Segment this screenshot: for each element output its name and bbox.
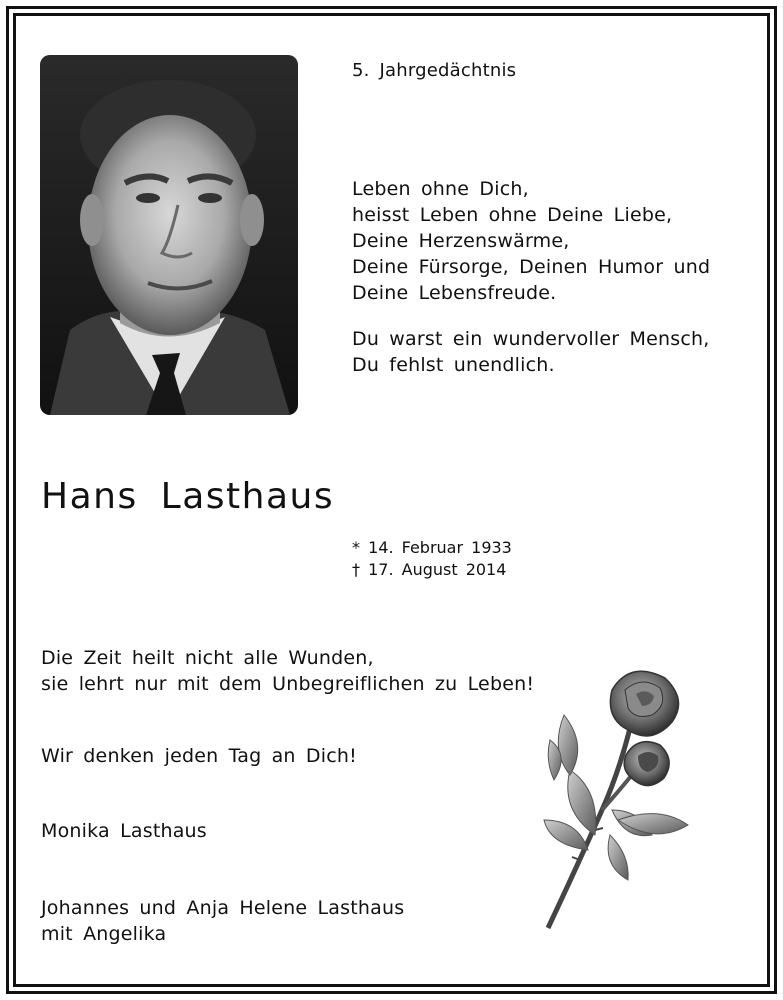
poem-line: Du fehlst unendlich.: [352, 354, 555, 376]
signature-line: Johannes und Anja Helene Lasthaus: [41, 897, 405, 919]
quote-line: sie lehrt nur mit dem Unbegreiflichen zu Leben!: [41, 673, 535, 695]
quote-line: Die Zeit heilt nicht alle Wunden,: [41, 647, 374, 669]
life-dates: [352, 537, 512, 581]
quote: [41, 645, 534, 697]
signature-line: mit Angelika: [41, 923, 167, 945]
birth-date: * 14. Februar 1933: [352, 538, 512, 557]
poem-line: Leben ohne Dich,: [352, 178, 529, 200]
rose-icon: [540, 660, 690, 935]
poem-line: Deine Fürsorge, Deinen Humor und: [352, 256, 711, 278]
poem-line: Deine Herzenswärme,: [352, 230, 570, 252]
deceased-name: Hans Lasthaus: [41, 476, 335, 517]
poem-line: Deine Lebensfreude.: [352, 282, 557, 304]
portrait-photo: [40, 55, 298, 415]
signature-first: Monika Lasthaus: [41, 820, 207, 842]
poem-line: heisst Leben ohne Deine Liebe,: [352, 204, 673, 226]
anniversary-heading: 5. Jahrgedächtnis: [352, 60, 517, 81]
signature-second: [41, 895, 404, 947]
stanza-gap: [352, 306, 710, 326]
death-date: † 17. August 2014: [352, 560, 507, 579]
remembrance-text: Wir denken jeden Tag an Dich!: [41, 745, 357, 767]
poem-line: Du warst ein wundervoller Mensch,: [352, 328, 710, 350]
memorial-poem: [352, 176, 710, 378]
